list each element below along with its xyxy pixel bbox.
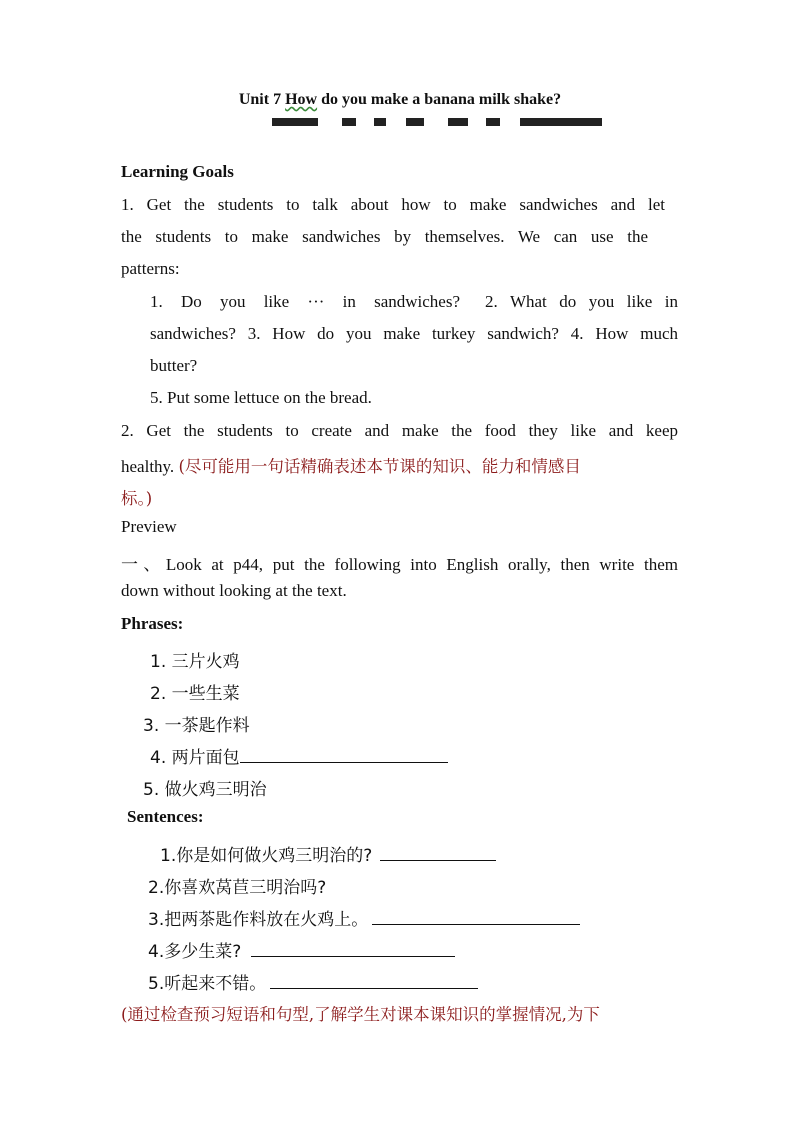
answer-blank[interactable] — [270, 974, 478, 989]
answer-blank[interactable] — [380, 846, 496, 861]
phrase-1: 1. 三片火鸡 — [150, 652, 240, 672]
goal-1-line-1: 1. Get the students to talk about how to make sandwiches and let — [121, 195, 665, 214]
pattern-1: 1. Do you like ··· in sandwiches? — [150, 292, 460, 311]
pattern-5: 5. Put some lettuce on the bread. — [150, 388, 372, 407]
pattern-line-2: sandwiches? 3. How do you make turkey sandwich? 4. How much — [150, 324, 678, 343]
goal-1-line-2: the students to make sandwiches by themselves. We can use the — [121, 227, 648, 246]
pattern-2: 2. What do you like in — [485, 292, 678, 311]
sentences-heading: Sentences: — [127, 807, 204, 826]
unit-title — [0, 91, 800, 109]
cropped-subtitle — [272, 118, 602, 126]
sentence-5: 5.听起来不错。 — [148, 974, 267, 994]
goal-2-teacher-note: (尽可能用一句话精确表述本节课的知识、能力和情感目 — [178, 457, 581, 476]
title-text: do you make a banana milk shake? — [317, 91, 562, 108]
sentence-1-row — [160, 841, 496, 866]
answer-blank[interactable] — [251, 942, 455, 957]
phrases-heading: Phrases: — [121, 614, 184, 633]
goal-2-healthy: healthy. — [121, 457, 175, 476]
learning-goals-heading: Learning Goals — [121, 162, 234, 181]
sentence-5-row — [148, 969, 478, 994]
sentence-3: 3.把两茶匙作料放在火鸡上。 — [148, 910, 369, 930]
goal-1-line-3: patterns: — [121, 259, 180, 278]
sentence-4: 4.多少生菜? — [148, 942, 242, 962]
sentence-4-row — [148, 937, 455, 962]
phrase-2: 2. 一些生菜 — [150, 684, 240, 704]
goal-2-teacher-note-end: 标。) — [121, 489, 153, 508]
preview-instruction-line-1: 一、Look at p44, put the following into English orally, then write them — [121, 555, 678, 574]
phrase-4: 4. 两片面包 — [150, 748, 240, 768]
phrase-3: 3. 一茶匙作料 — [143, 716, 250, 736]
preview-heading: Preview — [121, 517, 177, 536]
goal-2-line-1: 2. Get the students to create and make the food they like and keep — [121, 421, 678, 440]
phrase-4-row — [150, 743, 448, 768]
unit-label: Unit 7 — [238, 91, 286, 108]
phrase-5: 5. 做火鸡三明治 — [143, 780, 267, 800]
sentence-2: 2.你喜欢莴苣三明治吗? — [148, 878, 327, 898]
sentence-3-row — [148, 905, 580, 930]
pattern-line-3: butter? — [150, 356, 198, 375]
preview-teacher-note: (通过检查预习短语和句型,了解学生对课本课知识的掌握情况,为下 — [121, 1005, 600, 1024]
answer-blank[interactable] — [240, 748, 448, 763]
preview-instruction-line-2: down without looking at the text. — [121, 581, 347, 600]
title-wavy-word: How — [285, 91, 318, 108]
goal-2-line-2 — [121, 453, 581, 477]
answer-blank[interactable] — [372, 910, 580, 925]
sentence-1: 1.你是如何做火鸡三明治的? — [160, 846, 373, 866]
